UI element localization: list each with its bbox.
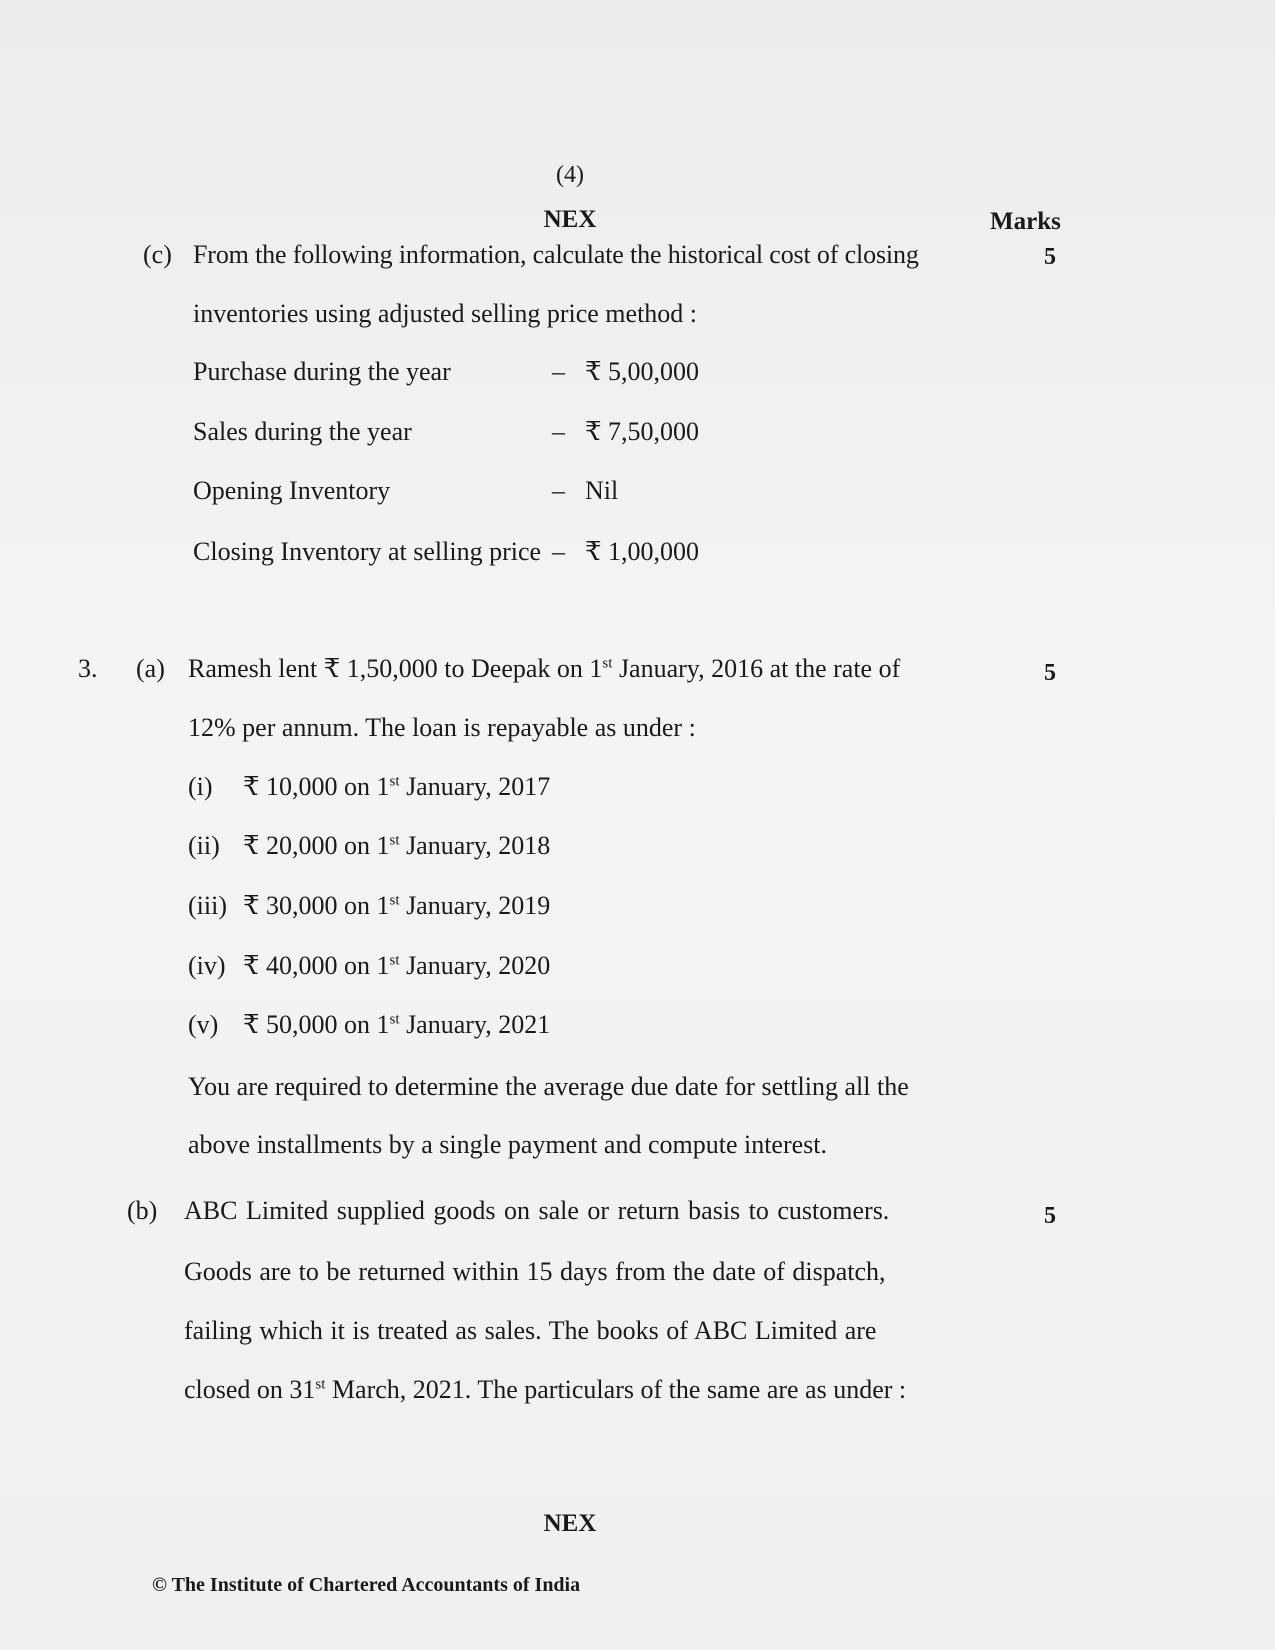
q3b-marks: 5 (1044, 1203, 1056, 1229)
q3a-text-line4: above installments by a single payment and compute interest. (188, 1130, 828, 1159)
item-dash: – (552, 417, 565, 446)
q2c-text-line1: From the following information, calculate the historical cost of closing (193, 240, 919, 269)
paper-code-header: NEX (543, 206, 597, 233)
q3-number: 3. (78, 654, 98, 683)
item-value: ₹ 1,00,000 (585, 537, 700, 566)
marks-column-heading: Marks (990, 208, 1061, 235)
installment-text: ₹ 50,000 on 1st January, 2021 (243, 1010, 551, 1039)
item-value: ₹ 5,00,000 (585, 357, 700, 386)
item-name: Opening Inventory (193, 476, 391, 505)
item-dash: – (552, 537, 565, 566)
paper-code-footer: NEX (543, 1510, 597, 1537)
q2c-text-line2: inventories using adjusted selling price method : (193, 299, 698, 328)
installment-text: ₹ 30,000 on 1st January, 2019 (243, 891, 551, 920)
item-name: Purchase during the year (193, 357, 451, 386)
q3a-marks: 5 (1044, 660, 1056, 686)
copyright-notice: © The Institute of Chartered Accountants of India (152, 1574, 581, 1596)
q3a-text-line3: You are required to determine the average due date for settling all the (188, 1072, 909, 1101)
q3b-text-line3: failing which it is treated as sales. The books of ABC Limited are (184, 1316, 877, 1345)
installment-text: ₹ 20,000 on 1st January, 2018 (243, 831, 551, 860)
q3b-text-line2: Goods are to be returned within 15 days from the date of dispatch, (184, 1257, 886, 1286)
installment-number: (iii) (188, 891, 227, 920)
page-number: (4) (556, 162, 584, 188)
item-name: Sales during the year (193, 417, 412, 446)
q3b-text-line1: ABC Limited supplied goods on sale or return basis to customers. (184, 1196, 890, 1225)
item-dash: – (552, 357, 565, 386)
installment-text: ₹ 10,000 on 1st January, 2017 (243, 772, 551, 801)
installment-number: (v) (188, 1010, 219, 1039)
q3a-text-line2: 12% per annum. The loan is repayable as under : (188, 713, 696, 742)
item-value: ₹ 7,50,000 (585, 417, 700, 446)
item-name: Closing Inventory at selling price (193, 537, 542, 566)
q2c-label: (c) (143, 240, 172, 269)
item-value: Nil (585, 476, 619, 505)
q3a-label: (a) (136, 654, 165, 683)
installment-number: (iv) (188, 951, 226, 980)
q2c-marks: 5 (1044, 244, 1056, 270)
q3b-label: (b) (127, 1196, 158, 1225)
installment-number: (i) (188, 772, 213, 801)
installment-text: ₹ 40,000 on 1st January, 2020 (243, 951, 551, 980)
q3b-text-line4: closed on 31st March, 2021. The particulars of the same are as under : (184, 1375, 907, 1404)
item-dash: – (552, 476, 565, 505)
q3a-text-line1: Ramesh lent ₹ 1,50,000 to Deepak on 1st January, 2016 at the rate of (188, 654, 901, 683)
installment-number: (ii) (188, 831, 220, 860)
